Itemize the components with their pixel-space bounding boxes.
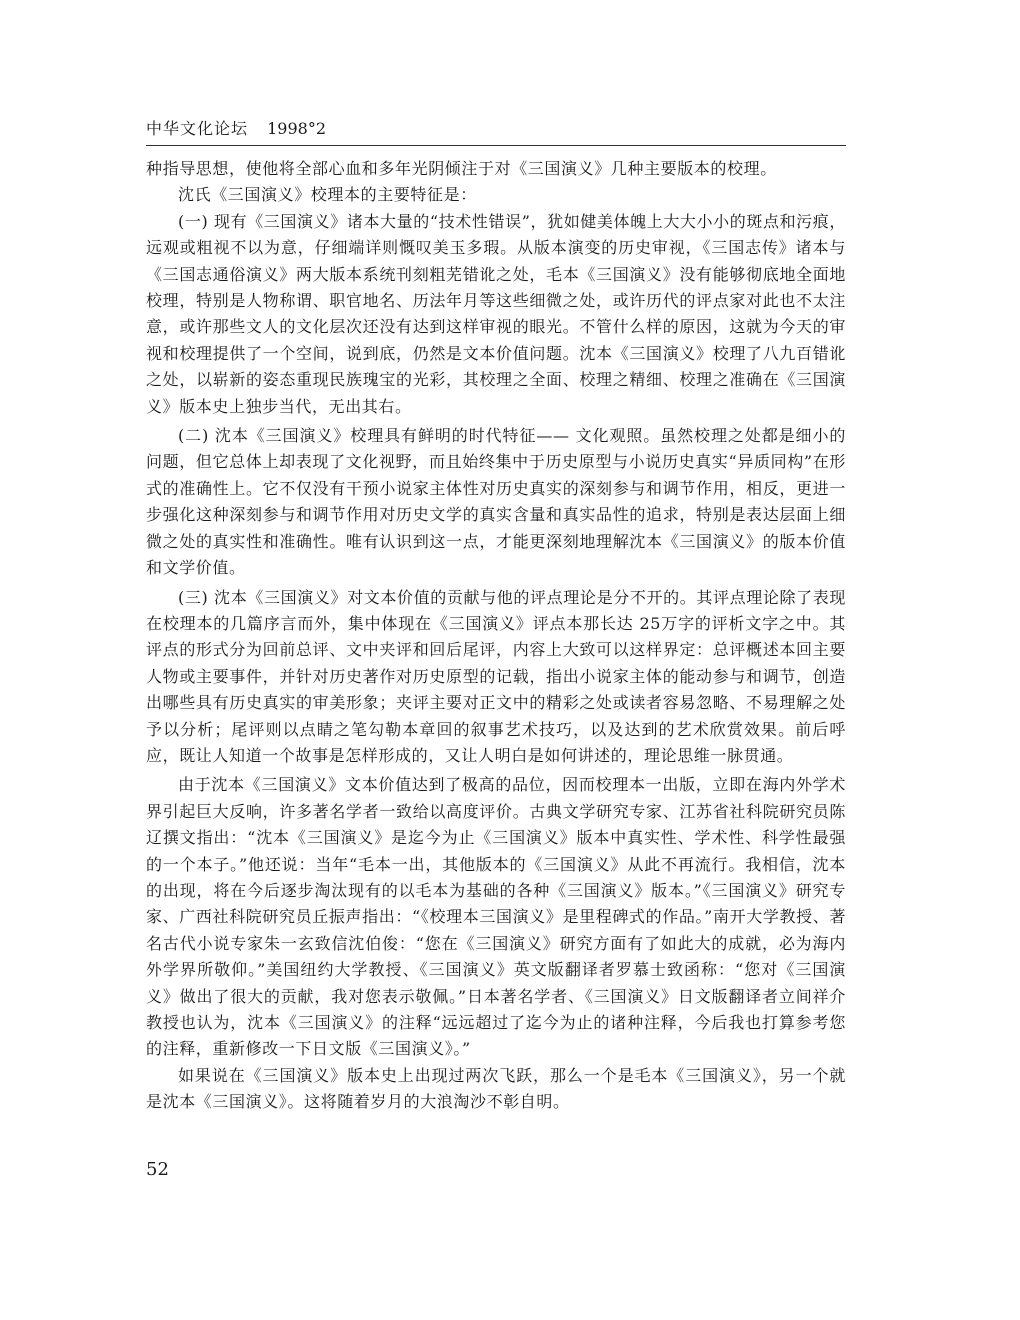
header-rule [146, 145, 846, 146]
paragraph-reception: 由于沈本《三国演义》文本价值达到了极高的品位，因而校理本一出版，立即在海内外学术界引起巨大反响，许多著名学者一致给以高度评价。古典文学研究专家、江苏省社科院研究员陈辽撰文指出：“沈本《三国演义》是迄今为止《三国演义》版本中真实性、学术性、科学性最强的一个本子。”他还说：当年“毛本一出，其他版本的《三国演义》从此不再流行。我相信，沈本的出现，将在今后逐步淘汰现有的以毛本为基础的各种《三国演义》版本。”《三国演义》研究专家、广西社科院研究员丘振声指出：“《校理本三国演义》是里程碑式的作品。”南开大学教授、著名古代小说专家朱一玄致信沈伯俊：“您在《三国演义》研究方面有了如此大的成就，必为海内外学界所敬仰。”美国纽约大学教授、《三国演义》英文版翻译者罗慕士致函称：“您对《三国演义》做出了很大的贡献，我对您表示敬佩。”日本著名学者、《三国演义》日文版翻译者立间祥介教授也认为，沈本《三国演义》的注释“远远超过了迄今为止的诸种注释，今后我也打算参考您的注释，重新修改一下日文版《三国演义》。” [146, 775, 846, 1059]
paragraph-feature-one: (一) 现有《三国演义》诸本大量的“技术性错误”，犹如健美体魄上大大小小的斑点和污痕，远观或粗视不以为意，仔细端详则慨叹美玉多瑕。从版本演变的历史审视，《三国志传》诸本与《三国志通俗演义》两大版本系统刊刻粗芜错讹之处，毛本《三国演义》没有能够彻底地全面地校理，特别是人物称谓、职官地名、历法年月等这些细微之处，或许历代的评点家对此也不太注意，或许那些文人的文化层次还没有达到这样审视的眼光。不管什么样的原因，这就为今天的审视和校理提供了一个空间，说到底，仍然是文本价值问题。沈本《三国演义》校理了八九百错讹之处，以崭新的姿态重现民族瑰宝的光彩，其校理之全面、校理之精细、校理之准确在《三国演义》版本史上独步当代，无出其右。 [146, 211, 846, 416]
article-body [146, 156, 846, 1116]
paragraph-continuation: 种指导思想，使他将全部心血和多年光阴倾注于对《三国演义》几种主要版本的校理。 [146, 159, 777, 178]
running-header [146, 116, 846, 142]
paragraph-feature-three: (三) 沈本《三国演义》对文本价值的贡献与他的评点理论是分不开的。其评点理论除了表现在校理本的几篇序言而外，集中体现在《三国演义》评点本那长达 25万字的评析文字之中。其评点的形式分为回前总评、文中夹评和回后尾评，内容上大致可以这样界定：总评概述本回主要人物或主要事件，并针对历史著作对历史原型的记载，指出小说家主体的能动参与和调节，创造出哪些具有历史真实的审美形象；夹评主要对正文中的精彩之处或读者容易忽略、不易理解之处予以分析；尾评则以点睛之笔勾勒本章回的叙事艺术技巧，以及达到的艺术欣赏效果。前后呼应，既让人知道一个故事是怎样形成的，又让人明白是如何讲述的，理论思维一脉贯通。 [146, 587, 846, 765]
page-number: 52 [146, 1159, 169, 1180]
paragraph-conclusion: 如果说在《三国演义》版本史上出现过两次飞跃，那么一个是毛本《三国演义》，另一个就是沈本《三国演义》。这将随着岁月的大浪淘沙不彰自明。 [146, 1065, 846, 1112]
paragraph-intro-features: 沈氏《三国演义》校理本的主要特征是： [178, 185, 477, 205]
journal-title: 中华文化论坛 [146, 119, 249, 138]
paragraph-feature-two: (二) 沈本《三国演义》校理具有鲜明的时代特征—— 文化观照。虽然校理之处都是细小的问题，但它总体上却表现了文化视野，而且始终集中于历史原型与小说历史真实“异质同构”在形式的准确性上。它不仅没有干预小说家主体性对历史真实的深刻参与和调节作用，相反，更进一步强化这种深刻参与和调节作用对历史文学的真实含量和真实品性的追求，特别是表达层面上细微之处的真实性和准确性。唯有认识到这一点，才能更深刻地理解沈本《三国演义》的版本价值和文学价值。 [146, 426, 846, 578]
issue-number: 1998°2 [267, 119, 327, 138]
